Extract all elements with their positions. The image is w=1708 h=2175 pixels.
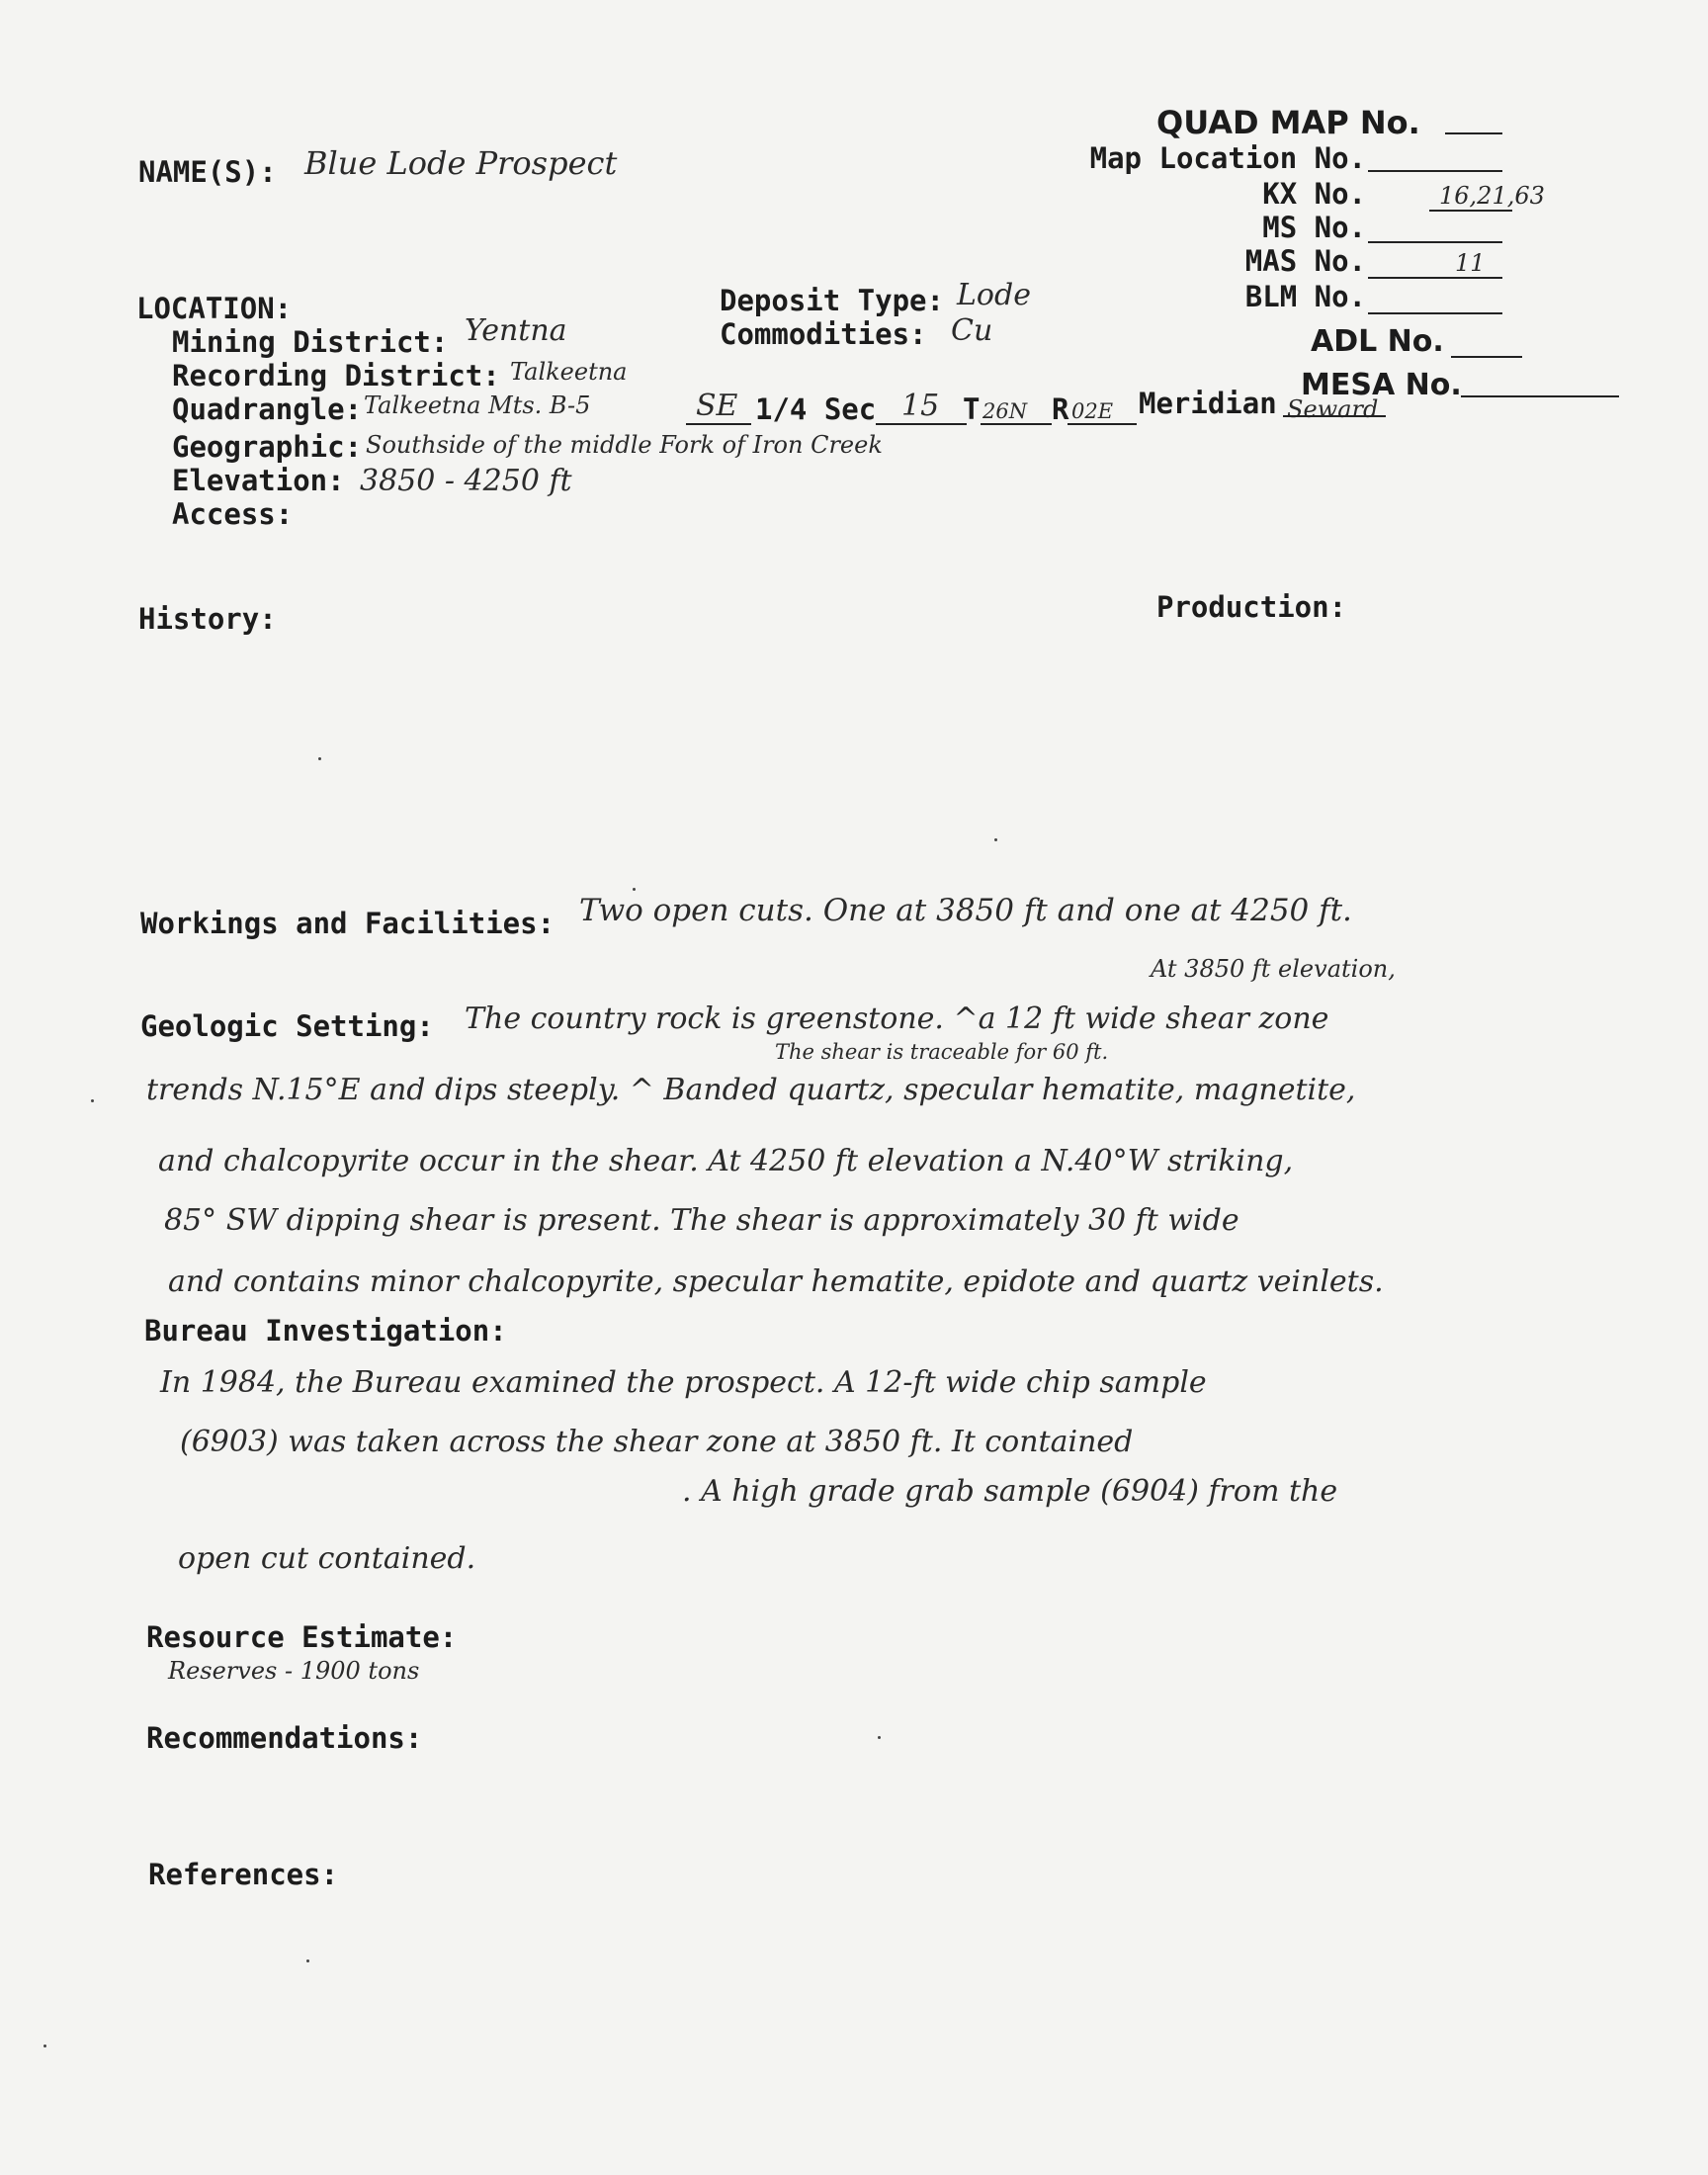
bureau-label: Bureau Investigation: <box>144 1314 507 1348</box>
names-value: Blue Lode Prospect <box>304 144 618 182</box>
mining-district-value: Yentna <box>465 313 567 348</box>
ms-blank <box>1368 241 1502 243</box>
geologic-line-2: trends N.15°E and dips steeply. ^ Banded quartz, specular hematite, magnetite, <box>146 1073 1356 1107</box>
geologic-insert-1: At 3850 ft elevation, <box>1151 955 1396 983</box>
ms-label: MS No. <box>1262 211 1366 244</box>
scan-speck <box>43 2044 46 2047</box>
kx-label: KX No. <box>1262 177 1366 211</box>
elevation-value: 3850 - 4250 ft <box>360 464 572 498</box>
scan-speck <box>994 838 997 841</box>
range-blank <box>1068 423 1137 425</box>
geologic-line-4: 85° SW dipping shear is present. The shear is approximately 30 ft wide <box>164 1203 1239 1238</box>
section-blank <box>876 423 967 425</box>
section-value: 15 <box>901 389 940 423</box>
township-label: T <box>963 392 981 426</box>
meridian-blank <box>1283 415 1386 417</box>
recording-district-value: Talkeetna <box>510 358 628 386</box>
mining-district-label: Mining District: <box>172 325 449 359</box>
quarter-blank <box>686 423 751 425</box>
meridian-label: Meridian <box>1139 387 1277 420</box>
map-location-blank <box>1368 170 1502 172</box>
township-blank <box>981 423 1052 425</box>
deposit-type-value: Lode <box>957 278 1031 312</box>
bureau-line-1: In 1984, the Bureau examined the prospect. A 12-ft wide chip sample <box>160 1365 1207 1400</box>
access-label: Access: <box>172 497 294 531</box>
quad-map-blank <box>1445 132 1502 134</box>
production-label: Production: <box>1156 590 1347 624</box>
quad-map-label: QUAD MAP No. <box>1156 104 1420 141</box>
location-label: LOCATION: <box>136 292 293 325</box>
mesa-blank <box>1461 395 1619 397</box>
quarter-label: 1/4 Sec <box>755 392 877 426</box>
geographic-value: Southside of the middle Fork of Iron Creek <box>366 431 883 459</box>
scan-speck <box>306 1959 309 1962</box>
resource-value: Reserves - 1900 tons <box>168 1657 420 1685</box>
geologic-line-3: and chalcopyrite occur in the shear. At 4250 ft elevation a N.40°W striking, <box>158 1144 1294 1178</box>
blm-blank <box>1368 312 1502 314</box>
scan-speck <box>633 888 636 891</box>
quadrangle-label: Quadrangle: <box>172 392 363 426</box>
mas-value: 11 <box>1455 249 1486 277</box>
mas-label: MAS No. <box>1244 244 1366 278</box>
township-value: 26N <box>982 399 1028 423</box>
adl-blank <box>1451 356 1522 358</box>
geographic-label: Geographic: <box>172 430 363 464</box>
geologic-line-1: The country rock is greenstone. ^a 12 ft wide shear zone <box>465 1001 1329 1036</box>
quadrangle-value: Talkeetna Mts. B-5 <box>364 392 591 419</box>
adl-label: ADL No. <box>1311 324 1444 359</box>
blm-label: BLM No. <box>1244 280 1366 313</box>
scan-speck <box>318 757 321 760</box>
workings-value: Two open cuts. One at 3850 ft and one at 4250 ft. <box>579 893 1352 928</box>
geologic-label: Geologic Setting: <box>140 1009 434 1043</box>
scan-speck <box>91 1099 94 1102</box>
quarter-value: SE <box>696 389 738 423</box>
references-label: References: <box>148 1858 339 1891</box>
scan-speck <box>878 1736 881 1739</box>
mesa-label: MESA No. <box>1301 368 1462 402</box>
bureau-line-4: open cut contained. <box>178 1541 476 1576</box>
commodities-label: Commodities: <box>720 317 927 351</box>
commodities-value: Cu <box>951 313 993 348</box>
map-location-label: Map Location No. <box>1089 141 1366 175</box>
history-label: History: <box>138 602 277 636</box>
geologic-insert-2: The shear is traceable for 60 ft. <box>775 1040 1109 1064</box>
recommendations-label: Recommendations: <box>146 1721 423 1755</box>
kx-blank <box>1429 210 1512 212</box>
workings-label: Workings and Facilities: <box>140 907 555 940</box>
kx-value: 16,21,63 <box>1439 182 1545 210</box>
mas-blank <box>1368 277 1502 279</box>
bureau-line-3: . A high grade grab sample (6904) from the <box>682 1474 1338 1509</box>
recording-district-label: Recording District: <box>172 359 500 392</box>
resource-label: Resource Estimate: <box>146 1620 458 1654</box>
names-label: NAME(S): <box>138 155 277 189</box>
elevation-label: Elevation: <box>172 464 345 497</box>
range-label: R <box>1052 392 1069 426</box>
bureau-line-2: (6903) was taken across the shear zone at 3850 ft. It contained <box>180 1425 1134 1459</box>
range-value: 02E <box>1071 399 1114 423</box>
geologic-line-5: and contains minor chalcopyrite, specular hematite, epidote and quartz veinlets. <box>168 1264 1384 1299</box>
deposit-type-label: Deposit Type: <box>720 284 944 317</box>
meridian-value: Seward <box>1287 395 1379 423</box>
